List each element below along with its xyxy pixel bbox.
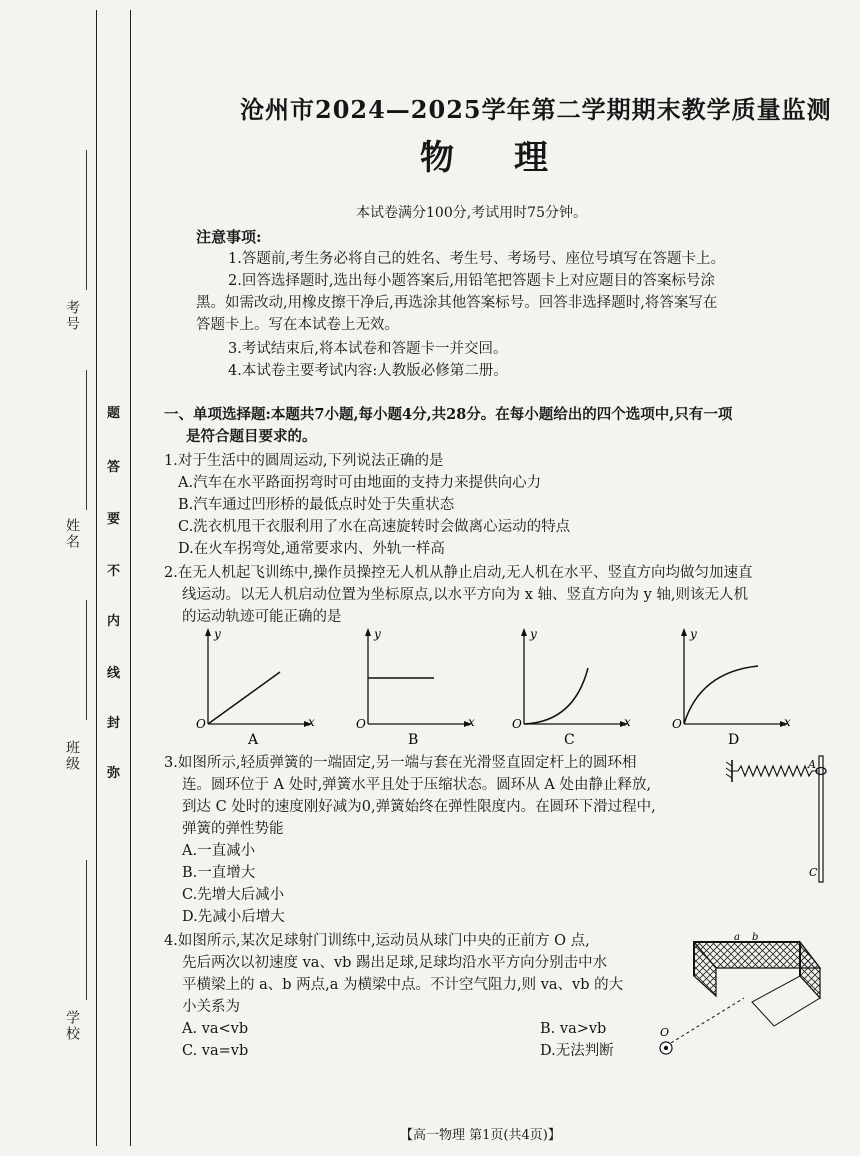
q3-option-b: B.一直增大 (182, 865, 256, 881)
school-label: 学校 (64, 1010, 80, 1042)
q3-line: 3.如图所示,轻质弹簧的一端固定,另一端与套在光滑竖直固定杆上的圆环相 (164, 755, 637, 771)
q1-stem: 1.对于生活中的圆周运动,下列说法正确的是 (164, 453, 444, 469)
exam-title: 沧州市2024—2025学年第二学期期末教学质量监测 (240, 95, 832, 124)
seal-char: 封 (107, 716, 121, 731)
graph-d-x: x (784, 715, 791, 729)
exam-no-underline (86, 150, 87, 290)
q4-line: 4.如图所示,某次足球射门训练中,运动员从球门中央的正前方 O 点, (164, 933, 590, 949)
name-underline (86, 370, 87, 510)
graph-c-y: y (530, 627, 537, 641)
graph-d-y: y (690, 627, 697, 641)
q1-option-d: D.在火车拐弯处,通常要求内、外轨一样高 (178, 541, 445, 557)
q2-graph-a (196, 626, 322, 750)
graph-c-origin: O (512, 717, 522, 731)
note-line: 黑。如需改动,用橡皮擦干净后,再选涂其他答案标号。回答非选择题时,将答案写在 (196, 295, 718, 311)
class-label: 班级 (64, 740, 80, 772)
note-line: 4.本试卷主要考试内容:人教版必修第二册。 (228, 363, 508, 379)
q2-line: 2.在无人机起飞训练中,操作员操控无人机从静止启动,无人机在水平、竖直方向均做匀加速直 (164, 565, 753, 581)
q3-line: 到达 C 处时的速度刚好减为0,弹簧始终在弹性限度内。在圆环下滑过程中, (182, 799, 656, 815)
q1-option-c: C.洗衣机甩干衣服利用了水在高速旋转时会做离心运动的特点 (178, 519, 571, 535)
binding-line-inner (130, 10, 131, 1146)
q2-line: 线运动。以无人机启动位置为坐标原点,以水平方向为 x 轴、竖直方向为 y 轴,则该无人机 (182, 587, 749, 603)
q4-line: 小关系为 (182, 999, 240, 1015)
q3-option-a: A.一直减小 (182, 843, 256, 859)
seal-char: 线 (107, 666, 121, 681)
graph-b-x: x (468, 715, 475, 729)
q2-graph-c (512, 626, 638, 750)
page-footer: 【高一物理 第1页(共4页)】 (400, 1128, 561, 1143)
q3-option-c: C.先增大后减小 (182, 887, 285, 903)
q3-label-c: C (809, 866, 818, 879)
q3-spring-figure (726, 752, 832, 888)
seal-char: 答 (107, 460, 121, 475)
q4-label-a: a (734, 932, 740, 943)
exam-no-label: 考号 (64, 300, 80, 332)
graph-b-y: y (374, 627, 381, 641)
binding-margin (0, 0, 140, 1156)
q3-line: 弹簧的弹性势能 (182, 821, 284, 837)
seal-char: 不 (107, 564, 121, 579)
graph-d-origin: O (672, 717, 682, 731)
q4-line: 平横梁上的 a、b 两点,a 为横梁中点。不计空气阻力,则 va、vb 的大 (182, 977, 624, 993)
q4-option-a: A. va<vb (182, 1021, 249, 1037)
seal-char: 内 (107, 614, 121, 629)
q4-label-o: O (660, 1026, 670, 1039)
graph-a-y: y (214, 627, 221, 641)
q4-label-b: b (752, 932, 759, 943)
graph-a-x: x (308, 715, 315, 729)
binding-line-outer (96, 10, 97, 1146)
exam-info: 本试卷满分100分,考试用时75分钟。 (356, 205, 587, 221)
q3-label-a: A (808, 758, 816, 771)
q2-graph-d (672, 626, 802, 750)
graph-a-letter: A (248, 732, 259, 748)
graph-c-x: x (624, 715, 631, 729)
seal-char: 弥 (107, 766, 121, 781)
q4-line: 先后两次以初速度 va、vb 踢出足球,足球均沿水平方向分别击中水 (182, 955, 608, 971)
q3-line: 连。圆环位于 A 处时,弹簧水平且处于压缩状态。圆环从 A 处由静止释放, (182, 777, 652, 793)
section-heading: 一、单项选择题:本题共7小题,每小题4分,共28分。在每小题给出的四个选项中,只有一项 (164, 406, 733, 423)
section-heading-cont: 是符合题目要求的。 (186, 428, 317, 445)
class-underline (86, 600, 87, 720)
note-line: 1.答题前,考生务必将自己的姓名、考生号、考场号、座位号填写在答题卡上。 (228, 251, 725, 267)
q4-option-b: B. va>vb (540, 1021, 607, 1037)
graph-a-origin: O (196, 717, 206, 731)
seal-char: 题 (107, 406, 121, 421)
note-line: 答题卡上。写在本试卷上无效。 (196, 317, 399, 333)
graph-c-letter: C (564, 732, 575, 748)
q1-option-a: A.汽车在水平路面拐弯时可由地面的支持力来提供向心力 (178, 475, 542, 491)
seal-char: 要 (107, 512, 121, 527)
note-line: 3.考试结束后,将本试卷和答题卡一并交回。 (228, 341, 508, 357)
q2-line: 的运动轨迹可能正确的是 (182, 609, 342, 625)
graph-b-letter: B (408, 732, 419, 748)
name-label: 姓名 (64, 518, 80, 550)
graph-d-letter: D (728, 732, 740, 748)
graph-b-origin: O (356, 717, 366, 731)
subject-title: 物理 (420, 138, 608, 178)
notes-heading: 注意事项: (196, 228, 262, 246)
note-line: 2.回答选择题时,选出每小题答案后,用铅笔把答题卡上对应题目的答案标号涂 (228, 273, 716, 289)
q4-goal-figure (654, 926, 830, 1056)
q3-option-d: D.先减小后增大 (182, 909, 285, 925)
q1-option-b: B.汽车通过凹形桥的最低点时处于失重状态 (178, 497, 455, 513)
q4-option-c: C. va=vb (182, 1043, 249, 1059)
school-underline (86, 860, 87, 1000)
q2-graph-b (356, 626, 482, 750)
q4-option-d: D.无法判断 (540, 1043, 614, 1059)
